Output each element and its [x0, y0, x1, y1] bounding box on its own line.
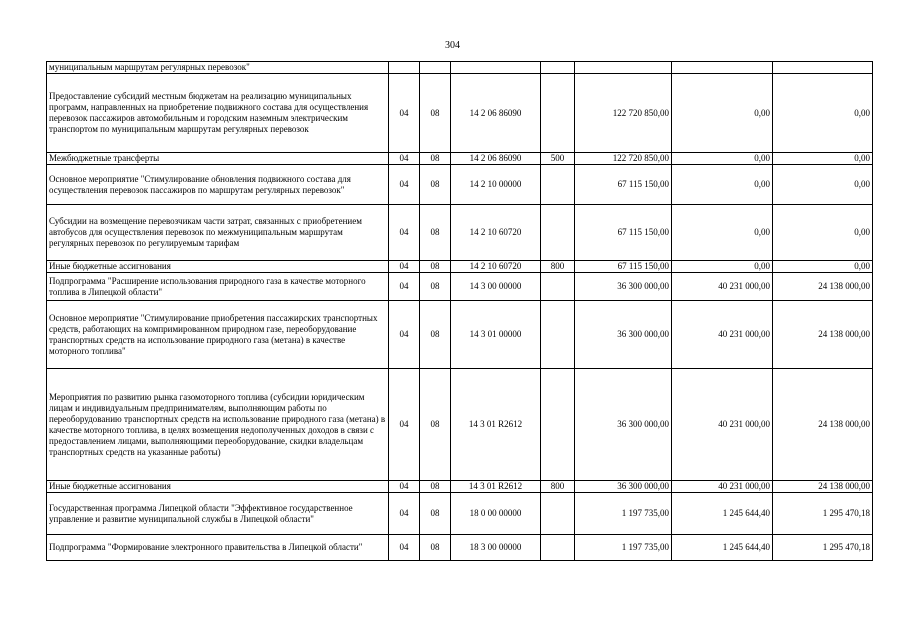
row-section: 04: [389, 165, 420, 205]
row-expense-type: 800: [541, 481, 575, 493]
row-subsection: 08: [420, 535, 451, 561]
row-amount-year2: 0,00: [672, 74, 773, 153]
row-target-code: 14 2 10 60720: [451, 205, 541, 261]
row-expense-type: [541, 62, 575, 74]
row-amount-year3: 24 138 000,00: [773, 369, 873, 481]
row-amount-year1: [575, 62, 672, 74]
row-subsection: 08: [420, 369, 451, 481]
row-amount-year3: 24 138 000,00: [773, 301, 873, 369]
row-name: Основное мероприятие "Стимулирование обновления подвижного состава для осуществления перевозок пассажиров по маршрутам регулярных перевозок": [47, 165, 389, 205]
row-name: Государственная программа Липецкой области "Эффективное государственное управление и развитие муниципальной службы в Липецкой области": [47, 493, 389, 535]
row-amount-year1: 122 720 850,00: [575, 74, 672, 153]
row-target-code: 14 2 06 86090: [451, 74, 541, 153]
row-subsection: 08: [420, 74, 451, 153]
row-amount-year1: 67 115 150,00: [575, 165, 672, 205]
row-expense-type: 500: [541, 153, 575, 165]
row-target-code: 18 3 00 00000: [451, 535, 541, 561]
row-amount-year2: 0,00: [672, 165, 773, 205]
row-section: 04: [389, 493, 420, 535]
row-target-code: 14 2 06 86090: [451, 153, 541, 165]
row-section: [389, 62, 420, 74]
row-amount-year1: 36 300 000,00: [575, 369, 672, 481]
row-section: 04: [389, 535, 420, 561]
row-subsection: 08: [420, 261, 451, 273]
row-expense-type: [541, 493, 575, 535]
row-amount-year2: 40 231 000,00: [672, 301, 773, 369]
row-subsection: 08: [420, 301, 451, 369]
row-expense-type: [541, 369, 575, 481]
table-row: [47, 74, 873, 153]
row-amount-year3: 1 295 470,18: [773, 535, 873, 561]
row-section: 04: [389, 301, 420, 369]
row-subsection: [420, 62, 451, 74]
row-amount-year2: 40 231 000,00: [672, 273, 773, 301]
row-amount-year1: 36 300 000,00: [575, 301, 672, 369]
row-expense-type: [541, 273, 575, 301]
row-target-code: 14 3 00 00000: [451, 273, 541, 301]
row-target-code: 14 3 01 00000: [451, 301, 541, 369]
row-name: Субсидии на возмещение перевозчикам части затрат, связанных с приобретением автобусов для осуществления перевозок по межмуниципальным маршрутам регулярных перевозок по регулируемым тарифам: [47, 205, 389, 261]
row-amount-year1: 1 197 735,00: [575, 493, 672, 535]
row-name: Мероприятия по развитию рынка газомоторного топлива (субсидии юридическим лицам и индивидуальным предпринимателям, выполняющим работы по переоборудованию транспортных средств на использование природного газа (метана) в качестве моторного топлива, в целях возмещения недополученных доходов в связи с предоставлением лицами, выполняющими переоборудование, скидки владельцам транспортных средств на указанные работы): [47, 369, 389, 481]
row-expense-type: 800: [541, 261, 575, 273]
table-row: [47, 369, 873, 481]
row-name: Предоставление субсидий местным бюджетам на реализацию муниципальных программ, направленных на приобретение подвижного состава для осуществления перевозок пассажиров автомобильным и городским наземным электрическим транспортом по муниципальным маршрутам регулярных перевозок: [47, 74, 389, 153]
row-amount-year3: 24 138 000,00: [773, 273, 873, 301]
table-row: [47, 261, 873, 273]
table-row: [47, 165, 873, 205]
row-name: Основное мероприятие "Стимулирование приобретения пассажирских транспортных средств, работающих на компримированном природном газе, переоборудование транспортных средств на использование природного газа (метана) в качестве моторного топлива": [47, 301, 389, 369]
row-name: муниципальным маршрутам регулярных перевозок": [47, 62, 389, 74]
row-subsection: 08: [420, 205, 451, 261]
table-row: [47, 205, 873, 261]
row-section: 04: [389, 74, 420, 153]
row-expense-type: [541, 535, 575, 561]
row-amount-year1: 67 115 150,00: [575, 205, 672, 261]
row-expense-type: [541, 74, 575, 153]
row-section: 04: [389, 261, 420, 273]
row-section: 04: [389, 481, 420, 493]
row-expense-type: [541, 301, 575, 369]
row-amount-year3: 0,00: [773, 153, 873, 165]
table-row: [47, 62, 873, 74]
budget-table: [46, 61, 873, 561]
row-target-code: 14 2 10 00000: [451, 165, 541, 205]
row-name: Иные бюджетные ассигнования: [47, 261, 389, 273]
row-amount-year2: [672, 62, 773, 74]
row-amount-year1: 67 115 150,00: [575, 261, 672, 273]
row-subsection: 08: [420, 165, 451, 205]
row-expense-type: [541, 205, 575, 261]
row-amount-year3: 0,00: [773, 261, 873, 273]
row-amount-year2: 40 231 000,00: [672, 481, 773, 493]
row-target-code: [451, 62, 541, 74]
table-row: [47, 493, 873, 535]
table-row: [47, 153, 873, 165]
row-amount-year3: 0,00: [773, 165, 873, 205]
table-row: [47, 301, 873, 369]
row-target-code: 14 3 01 R2612: [451, 369, 541, 481]
row-target-code: 18 0 00 00000: [451, 493, 541, 535]
row-amount-year2: 0,00: [672, 261, 773, 273]
row-target-code: 14 2 10 60720: [451, 261, 541, 273]
row-subsection: 08: [420, 153, 451, 165]
row-amount-year1: 122 720 850,00: [575, 153, 672, 165]
row-amount-year3: 0,00: [773, 205, 873, 261]
table-row: [47, 273, 873, 301]
page-number: 304: [445, 40, 460, 51]
row-target-code: 14 3 01 R2612: [451, 481, 541, 493]
row-amount-year1: 36 300 000,00: [575, 273, 672, 301]
table-row: [47, 481, 873, 493]
row-name: Межбюджетные трансферты: [47, 153, 389, 165]
row-amount-year1: 1 197 735,00: [575, 535, 672, 561]
row-amount-year3: 24 138 000,00: [773, 481, 873, 493]
row-amount-year2: 40 231 000,00: [672, 369, 773, 481]
row-name: Иные бюджетные ассигнования: [47, 481, 389, 493]
row-amount-year3: 0,00: [773, 74, 873, 153]
row-name: Подпрограмма "Формирование электронного правительства в Липецкой области": [47, 535, 389, 561]
row-section: 04: [389, 205, 420, 261]
row-section: 04: [389, 153, 420, 165]
row-amount-year2: 0,00: [672, 205, 773, 261]
row-subsection: 08: [420, 273, 451, 301]
row-section: 04: [389, 369, 420, 481]
row-name: Подпрограмма "Расширение использования природного газа в качестве моторного топлива в Липецкой области": [47, 273, 389, 301]
row-subsection: 08: [420, 493, 451, 535]
row-amount-year1: 36 300 000,00: [575, 481, 672, 493]
row-amount-year2: 0,00: [672, 153, 773, 165]
row-amount-year3: 1 295 470,18: [773, 493, 873, 535]
row-expense-type: [541, 165, 575, 205]
row-section: 04: [389, 273, 420, 301]
row-amount-year3: [773, 62, 873, 74]
row-subsection: 08: [420, 481, 451, 493]
table-row: [47, 535, 873, 561]
row-amount-year2: 1 245 644,40: [672, 493, 773, 535]
row-amount-year2: 1 245 644,40: [672, 535, 773, 561]
